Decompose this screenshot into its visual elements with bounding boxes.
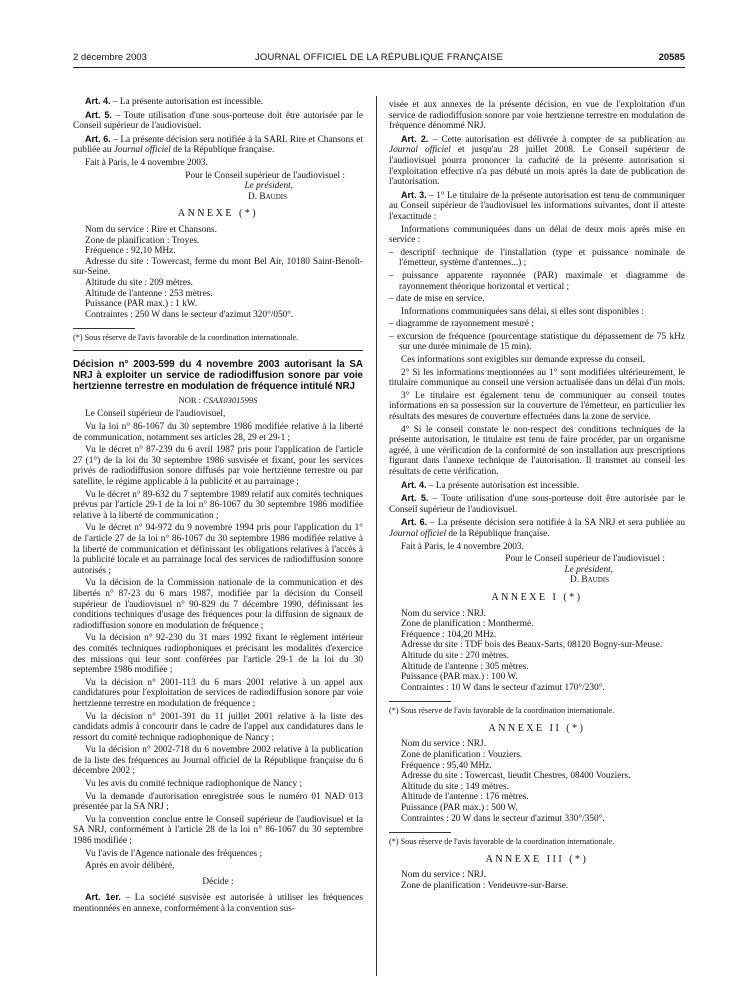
- left-art6: Art. 6. – La présente décision sera notifiée à la SARL Rire et Chansons et publiée au Journal officiel de la République française.: [73, 133, 363, 156]
- right-done-date: Fait à Paris, le 4 novembre 2003.: [401, 541, 524, 552]
- list-item: – diagramme de rayonnement mesuré ;: [389, 319, 534, 330]
- right-continuation: visée et aux annexes de la présente décision, en vue de l'exploitation d'un service de radiodiffusion sonore par voie hertzienne terrestre en modulation de fréquence dénommé NRJ.: [389, 100, 685, 132]
- left-art5: Art. 5. – Toute utilisation d'une sous-porteuse doit être autorisée par le Conseil supérieur de l'audiovisuel.: [73, 109, 363, 132]
- note-rule: [389, 701, 451, 702]
- annex-line: Altitude de l'antenne : 176 mètres.: [401, 792, 529, 803]
- column-separator: [376, 96, 377, 976]
- annex-line: Nom du service : NRJ.: [401, 870, 486, 881]
- header-date: 2 décembre 2003: [73, 52, 147, 63]
- decide-label: Décide :: [202, 876, 234, 887]
- annex-line: Adresse du site : Towercast, ferme du mont Bel Air, 10180 Saint-Benoît-sur-Seine.: [73, 256, 363, 278]
- annex-line: Altitude de l'antenne : 305 mètres.: [401, 661, 529, 672]
- visa-item: Vu la loi n° 86-1067 du 30 septembre 1986 modifiée relative à la liberté de communication, notamment ses articles 28, 29 et 29-1 ;: [73, 422, 363, 443]
- visa-item: Vu l'avis de l'Agence nationale des fréquences ;: [85, 848, 263, 859]
- left-art1: Art. 1er. – La société susvisée est autorisée à utiliser les fréquences mentionnées en annexe, conformément à la convention sus-: [73, 892, 363, 914]
- annex-line: Zone de planification : Monthermé.: [401, 619, 534, 630]
- annex-line: Altitude du site : 149 mètres.: [401, 781, 509, 792]
- list-item: – descriptif technique de l'installation (type et puissance nominale de l'émetteur, système d'antennes...) ;: [389, 247, 685, 269]
- right-art3: Art. 3. – 1° Le titulaire de la présente autorisation est tenu de communiquer au Conseil supérieur de l'audiovisuel les informations suivantes, dont il atteste l'exactitude :: [389, 189, 686, 222]
- left-art4: Art. 4. – La présente autorisation est incessible.: [85, 96, 264, 107]
- visa-list: [73, 422, 363, 872]
- right-art6: Art. 6. – La présente décision sera notifiée à la SA NRJ et sera publiée au Journal officiel de la République française.: [389, 517, 685, 539]
- right-art2: Art. 2. – Cette autorisation est délivrée à compter de sa publication au Journal officiel et jusqu'au 28 juillet 2008. Le Conseil supérieur de l'audiovisuel pourra prononcer la caducité de la présente autorisation si l'exploitation effective n'a pas débuté un mois après la date de publication de l'autorisation.: [389, 133, 686, 188]
- list-item: – date de mise en service.: [389, 294, 485, 305]
- visa-item: Vu la convention conclue entre le Conseil supérieur de l'audiovisuel et la SA NRJ, conformément à l'article 28 de la loi n° 86-1067 du 30 septembre 1986 modifiée ;: [73, 814, 363, 847]
- annex1-note: (*) Sous réserve de l'avis favorable de la coordination internationale.: [389, 706, 615, 716]
- visa-item: Vu le décret n° 87-239 du 6 avril 1987 pris pour l'application de l'article 27 (1°) de la loi du 30 septembre 1986 susvisée et fixant, pour les services privés de radiodiffusion sonore diffusés par voie hertzienne terrestre ou par satellite, le régime applicable à la publicité et au parrainage ;: [73, 445, 363, 488]
- page-header: [73, 52, 685, 66]
- annex-line: Altitude de l'antenne : 253 mètres.: [85, 288, 213, 299]
- right-column: [389, 100, 685, 892]
- left-column: [73, 96, 363, 917]
- visa-item: Après en avoir délibéré,: [85, 861, 175, 872]
- annex-line: Zone de planification : Vouziers.: [401, 750, 523, 761]
- note-rule: [389, 832, 451, 833]
- annex-line: Adresse du site : Towercast, lieudit Chestres, 08400 Vouziers.: [401, 771, 631, 782]
- nor-line: NOR : CSAX0301599S: [178, 394, 258, 405]
- paragraph-4: 4° Si le conseil constate le non-respect des conditions techniques de la présente autorisation, le titulaire est tenu de faire procéder, par un organisme agréé, à une vérification de la conformité de son installation aux prescriptions figurant dans l'annexe technique de l'autorisation. Il transmet au conseil les résultats de cette vérification.: [389, 424, 685, 477]
- note-rule: [73, 328, 135, 329]
- info-two-months: Informations communiquées dans un délai de deux mois après mise en service :: [389, 224, 685, 246]
- annex-line: Nom du service : Rire et Chansons.: [85, 224, 217, 235]
- info-no-delay: Informations communiquées sans délai, si elles sont disponibles :: [401, 306, 644, 317]
- decision-intro: Le Conseil supérieur de l'audiovisuel,: [85, 409, 226, 420]
- left-done-date: Fait à Paris, le 4 novembre 2003.: [85, 157, 208, 168]
- list-item: – excursion de fréquence (pourcentage statistique du dépassement de 75 kHz sur une durée minimale de 15 min).: [389, 331, 685, 353]
- decision-title: Décision n° 2003-599 du 4 novembre 2003 autorisant la SA NRJ à exploiter un service de radiodiffusion sonore par voie hertzienne terrestre en modulation de fréquence intitulé NRJ: [73, 358, 363, 392]
- info-list-a: [389, 248, 685, 305]
- annex-line: Zone de planification : Troyes.: [85, 235, 200, 246]
- left-signature: Pour le Conseil supérieur de l'audiovisuel : Le président, D. Baudis: [185, 170, 345, 202]
- annex2-lines: [389, 739, 685, 824]
- header-rule: [73, 67, 685, 68]
- annex-line: Puissance (PAR max.) : 100 W.: [401, 672, 518, 683]
- annex1-lines: [389, 609, 685, 694]
- right-art5: Art. 5. – Toute utilisation d'une sous-porteuse doit être autorisée par le Conseil supérieur de l'audiovisuel.: [389, 493, 685, 515]
- visa-item: Vu la décision n° 92-230 du 31 mars 1992 fixant le règlement intérieur des comités techniques radiophoniques et précisant les modalités d'exercice des missions qui leur sont conférées par l'article 29-1 de la loi du 30 septembre 1986 modifiée ;: [73, 633, 363, 676]
- annex-line: Fréquence : 95,40 MHz.: [401, 760, 492, 771]
- visa-item: Vu la décision n° 2001-113 du 6 mars 2001 relative à un appel aux candidatures pour l'exploitation de services de radiodiffusion sonore par voie hertzienne terrestre en modulation de fréquence ;: [73, 677, 363, 709]
- paragraph-3: 3° Le titulaire est également tenu de communiquer au conseil toutes informations en sa possession sur la couverture de l'émetteur, en particulier les résultats des mesures de couverture effectuées dans la zone de service.: [389, 390, 685, 423]
- annex3-title: ANNEXE III (*): [485, 853, 589, 865]
- left-annex-note: (*) Sous réserve de l'avis favorable de la coordination internationale.: [73, 333, 299, 343]
- visa-item: Vu le décret n° 89-632 du 7 septembre 1989 relatif aux comités techniques prévus par l'article 29-1 de la loi n° 86-1067 du 30 septembre 1986 modifiée relative à la liberté de communication ;: [73, 489, 363, 521]
- list-item: – puissance apparente rayonnée (PAR) maximale et diagramme de rayonnement théorique horizontal et vertical ;: [389, 270, 685, 292]
- annex-line: Puissance (PAR max.) : 500 W.: [401, 803, 518, 814]
- annex-line: Zone de planification : Vendeuvre-sur-Barse.: [401, 881, 569, 891]
- annex-line: Contraintes : 10 W dans le secteur d'azimut 170°/230°.: [401, 682, 605, 693]
- annex-line: Nom du service : NRJ.: [401, 739, 486, 750]
- annex-line: Altitude du site : 209 mètres.: [85, 277, 193, 288]
- annex-line: Puissance (PAR max.) : 1 kW.: [85, 299, 198, 310]
- annex2-note: (*) Sous réserve de l'avis favorable de la coordination internationale.: [389, 837, 615, 847]
- section-rule: [73, 350, 363, 351]
- left-annex-lines: [73, 225, 363, 320]
- visa-item: Vu la demande d'autorisation enregistrée sous le numéro 01 NAD 013 présentée par la SA NRJ ;: [73, 791, 363, 813]
- left-annex-title: ANNEXE (*): [177, 208, 259, 220]
- journal-title: JOURNAL OFFICIEL DE LA RÉPUBLIQUE FRANÇAISE: [254, 52, 504, 63]
- on-request: Ces informations sont exigibles sur demande expresse du conseil.: [401, 355, 645, 366]
- annex-line: Altitude du site : 270 mètres.: [401, 650, 509, 661]
- annex-line: Contraintes : 20 W dans le secteur d'azimut 330°/350°.: [401, 813, 605, 824]
- annex2-title: ANNEXE II (*): [488, 722, 586, 734]
- page-number: 20585: [658, 52, 685, 63]
- visa-item: Vu les avis du comité technique radiophonique de Nancy ;: [85, 779, 303, 790]
- right-art4: Art. 4. – La présente autorisation est incessible.: [401, 479, 580, 491]
- info-list-b: [389, 319, 685, 353]
- annex-line: Fréquence : 92,10 MHz.: [85, 246, 176, 257]
- visa-item: Vu la décision n° 2002-718 du 6 novembre 2002 relative à la publication de la liste des fréquences au Journal officiel de la République française du 6 décembre 2002 ;: [73, 745, 363, 777]
- annex-line: Fréquence : 104,20 MHz.: [401, 629, 497, 640]
- visa-item: Vu la décision de la Commission nationale de la communication et des libertés n° 87-23 du 6 mars 1987, modifiée par la décision du Conseil supérieur de l'audiovisuel n° 90-829 du 7 décembre 1990, définissant les conditions techniques d'usage des fréquences pour la diffusion de signaux de radiodiffusion sonore en modulation de fréquence ;: [73, 578, 363, 631]
- visa-item: Vu la décision n° 2001-391 du 11 juillet 2001 relative à la liste des candidats admis à concourir dans le cadre de l'appel aux candidatures dans le ressort du comité technique radiophonique de Nancy ;: [73, 711, 363, 743]
- visa-item: Vu le décret n° 94-972 du 9 novembre 1994 pris pour l'application du 1° de l'article 27 de la loi n° 86-1067 du 30 septembre 1986 modifiée relative à la liberté de communication et définissant les obligations relatives à l'accès à la publicité locale et au parrainage local des services de radiodiffusion sonore autorisés ;: [73, 523, 363, 576]
- annex3-lines: [389, 870, 685, 891]
- annex-line: Contraintes : 250 W dans le secteur d'azimut 320°/050°.: [85, 309, 294, 320]
- right-signature: Pour le Conseil supérieur de l'audiovisuel : Le président, D. Baudis: [505, 554, 665, 586]
- annex-line: Nom du service : NRJ.: [401, 608, 486, 619]
- paragraph-2: 2° Si les informations mentionnées au 1° sont modifiées ultérieurement, le titulaire communique au conseil une version actualisée dans un délai d'un mois.: [389, 367, 685, 389]
- annex1-title: ANNEXE I (*): [491, 591, 583, 603]
- annex-line: Adresse du site : TDF bois des Beaux-Sarts, 08120 Bogny-sur-Meuse.: [401, 640, 663, 651]
